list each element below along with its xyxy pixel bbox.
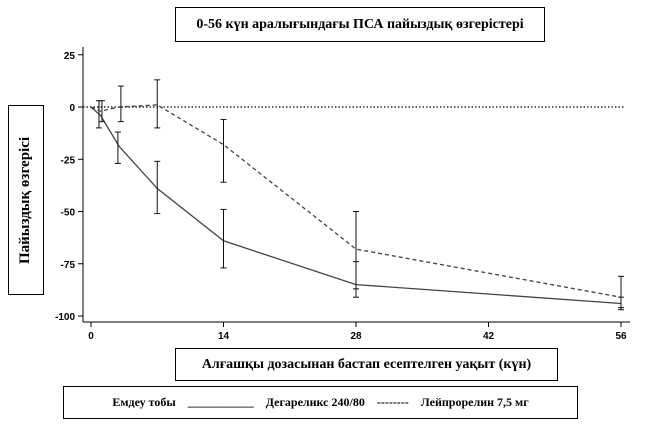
y-tick-label: -50 xyxy=(60,207,75,219)
x-tick-label: 56 xyxy=(615,331,627,342)
x-tick-label: 28 xyxy=(350,331,362,342)
legend-dashed-sample: -------- xyxy=(376,395,409,409)
x-axis-label-box xyxy=(175,348,558,381)
x-tick-label: 42 xyxy=(482,331,495,342)
y-tick-label: -75 xyxy=(60,259,75,271)
y-axis-label: Пайыздық өзгерісі xyxy=(17,136,34,264)
x-ticks xyxy=(88,322,627,342)
chart-title-text: 0-56 күн аралығындағы ПСА пайыздық өзгерістері xyxy=(196,16,524,32)
y-tick-label: -100 xyxy=(54,312,75,323)
legend-leuprorelin-label: Лейпрорелин 7,5 мг xyxy=(420,395,529,409)
x-tick-label: 14 xyxy=(217,331,230,342)
series-layer xyxy=(91,80,624,310)
y-tick-label: 25 xyxy=(63,50,75,62)
x-axis-label: Алғашқы дозасынан бастап есептелген уақыт (күн) xyxy=(201,356,532,372)
y-ticks xyxy=(55,51,83,323)
y-tick-label: 0 xyxy=(69,103,75,114)
y-tick-label: -25 xyxy=(60,155,75,167)
legend-solid-sample: ___________ xyxy=(187,395,254,409)
x-tick-label: 0 xyxy=(88,331,94,342)
legend-degarelix-label: Дегареликс 240/80 xyxy=(265,395,365,409)
legend-title: Емдеу тобы xyxy=(112,395,176,409)
legend xyxy=(63,386,578,419)
